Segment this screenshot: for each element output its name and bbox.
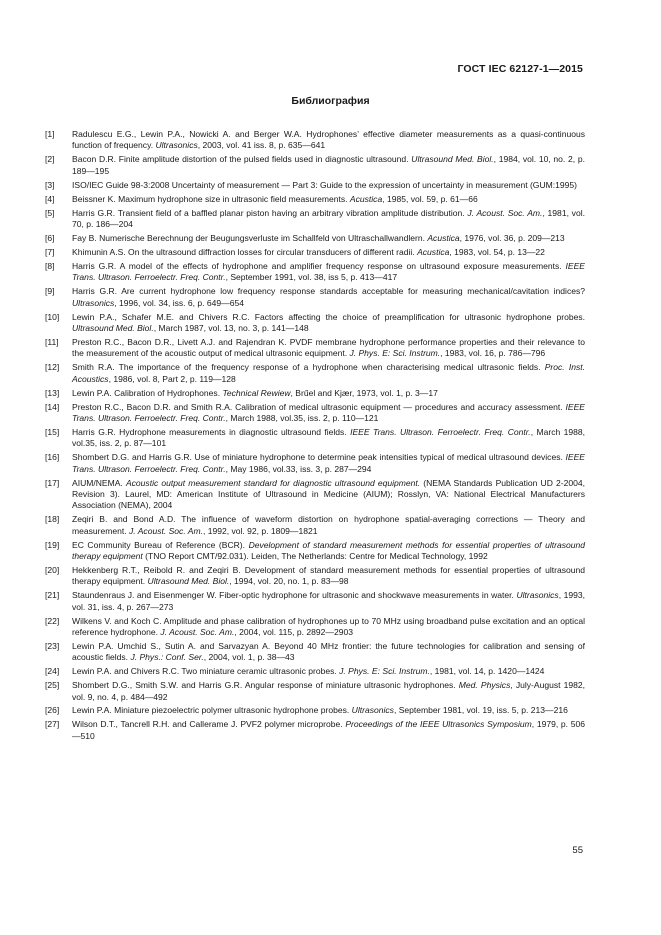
reference-text <box>72 154 585 177</box>
reference-source-italic: Ultrasonics <box>351 705 394 716</box>
reference-item <box>45 261 585 284</box>
reference-text-part: Wilson D.T., Tancrell R.H. and Callerame J. PVF2 polymer microprobe. <box>72 719 346 730</box>
reference-text-part: , March 1988, vol.35, iss. 2, p. 110—121 <box>225 412 379 423</box>
reference-text-part: , Brűel and Kjær, 1973, vol. 1, p. 3—17 <box>290 387 438 398</box>
bibliography-list <box>45 129 585 745</box>
reference-text <box>72 337 585 360</box>
reference-source-italic: IEEE Trans. Ultrason. Ferroelectr. Freq. Contr. <box>72 452 585 474</box>
reference-number: [23] <box>45 640 60 651</box>
reference-source-italic: Acoustic output measurement standard for diagnostic ultrasound equipment. <box>125 477 421 488</box>
reference-text <box>72 180 585 191</box>
reference-text-part: , 1983, vol. 16, p. 786—796 <box>440 348 546 359</box>
reference-text-part: Preston R.C., Bacon D.R., Livett A.J. and Rajendran K. PVDF membrane hydrophone performance properties and their relevance to the measurement of the acoustic output of medical ultrasonic equipment. <box>72 336 585 359</box>
reference-text <box>72 514 585 537</box>
reference-item <box>45 312 585 335</box>
reference-source-italic: Ultrasound Med. Biol. <box>72 322 154 333</box>
reference-item <box>45 666 585 677</box>
reference-number: [22] <box>45 615 60 626</box>
reference-number: [26] <box>45 705 60 716</box>
reference-item <box>45 452 585 475</box>
reference-text <box>72 666 585 677</box>
reference-text <box>72 362 585 385</box>
reference-text <box>72 680 585 703</box>
reference-number: [12] <box>45 362 60 373</box>
reference-number: [19] <box>45 539 60 550</box>
reference-source-italic: Ultrasonics <box>72 297 115 308</box>
reference-number: [7] <box>45 246 55 257</box>
reference-item <box>45 388 585 399</box>
reference-item <box>45 565 585 588</box>
reference-text-part: Lewin P.A. Calibration of Hydrophones. <box>72 387 223 398</box>
reference-text-part: ISO/IEC Guide 98-3:2008 Uncertainty of measurement — Part 3: Guide to the expression of uncertainty in measurement (GUM:1995) <box>72 179 577 190</box>
reference-source-italic: Technical Rewiew <box>222 387 291 398</box>
reference-source-italic: Ultrasound Med. Biol. <box>411 154 494 165</box>
reference-text <box>72 247 585 258</box>
reference-text-part: Khimunin A.S. On the ultrasound diffraction losses for circular transducers of different radii. <box>72 246 418 257</box>
reference-source-italic: Acustica <box>349 193 383 204</box>
reference-text-part: Harris G.R. A model of the effects of hydrophone and amplifier frequency response on ultrasound exposure measurements. <box>72 260 566 271</box>
reference-text-part: , September 1991, vol. 38, iss 5, p. 413—417 <box>225 272 398 283</box>
reference-text-part: , 1985, vol. 59, p. 61—66 <box>382 193 478 204</box>
reference-source-italic: J. Acoust. Soc. Am. <box>160 626 235 637</box>
reference-number: [4] <box>45 193 55 204</box>
reference-text <box>72 402 585 425</box>
reference-text-part: EC Community Bureau of Reference (BCR). <box>72 539 249 550</box>
reference-text-part: , 2004, vol. 1, p. 38—43 <box>203 652 295 663</box>
reference-item <box>45 154 585 177</box>
reference-source-italic: Acustica <box>417 246 450 257</box>
reference-item <box>45 616 585 639</box>
reference-text <box>72 129 585 152</box>
reference-item <box>45 247 585 258</box>
reference-text-part: (TNO Report CMT/92.031). Leiden, The Netherlands: Centre for Medical Technology, 1992 <box>142 550 488 561</box>
reference-source-italic: J. Phys. E: Sci. Instrum. <box>349 348 441 359</box>
reference-text-part: Bacon D.R. Finite amplitude distortion of the pulsed fields used in diagnostic ultrasound. <box>72 154 412 165</box>
reference-text-part: Lewin P.A. Umchid S., Sutin A. and Sarvazyan A. Beyond 40 MHz frontier: the future technologies for calibration and sensing of acoustic fields. <box>72 640 585 663</box>
reference-item <box>45 208 585 231</box>
reference-text-part: , 1981, vol. 70, p. 186—204 <box>72 207 585 229</box>
reference-text <box>72 616 585 639</box>
reference-number: [24] <box>45 666 60 677</box>
reference-text <box>72 705 585 716</box>
reference-item <box>45 129 585 152</box>
reference-text-part: , 1979, p. 506—510 <box>72 719 585 741</box>
reference-text <box>72 194 585 205</box>
reference-number: [27] <box>45 719 60 730</box>
reference-item <box>45 286 585 309</box>
reference-number: [17] <box>45 477 60 488</box>
reference-number: [2] <box>45 154 55 165</box>
reference-text <box>72 478 585 512</box>
reference-source-italic: Ultrasound Med. Biol. <box>147 576 230 587</box>
reference-text <box>72 208 585 231</box>
reference-text <box>72 452 585 475</box>
reference-item <box>45 590 585 613</box>
reference-number: [9] <box>45 286 55 297</box>
reference-source-italic: J. Phys.: Conf. Ser. <box>130 652 204 663</box>
reference-item <box>45 427 585 450</box>
reference-text-part: Shombert D.G., Smith S.W. and Harris G.R. Angular response of miniature ultrasonic hydrophones. <box>72 680 459 691</box>
reference-number: [15] <box>45 426 60 437</box>
reference-text <box>72 233 585 244</box>
reference-source-italic: J. Acoust. Soc. Am. <box>129 525 203 536</box>
reference-item <box>45 540 585 563</box>
reference-text-part: Wilkens V. and Koch C. Amplitude and phase calibration of hydrophones up to 70 MHz using broadband pulse excitation and an optical reference hydrophone. <box>72 615 585 637</box>
reference-text-part: Radulescu E.G., Lewin P.A., Nowicki A. and Berger W.A. Hydrophones’ effective diameter measurements as a quasi-continuous function of frequency. <box>72 129 585 151</box>
reference-text <box>72 312 585 335</box>
reference-text-part: , July-August 1982, vol. 9, no. 4, p. 484—492 <box>72 680 585 702</box>
reference-item <box>45 641 585 664</box>
reference-source-italic: Proc. Inst. Acoustics <box>72 362 585 384</box>
reference-text-part: , May 1986, vol.33, iss. 3, p. 287—294 <box>225 463 372 474</box>
reference-number: [8] <box>45 260 55 271</box>
reference-number: [16] <box>45 452 60 463</box>
reference-number: [21] <box>45 590 60 601</box>
reference-text-part: , 2004, vol. 115, p. 2892—2903 <box>234 626 353 637</box>
reference-number: [25] <box>45 680 60 691</box>
reference-source-italic: IEEE Trans. Ultrason. Ferroelectr. Freq. Contr. <box>350 426 531 437</box>
reference-text-part: Lewin P.A. Miniature piezoelectric polymer ultrasonic hydrophone probes. <box>72 705 352 716</box>
reference-text-part: , 1993, vol. 31, iss. 4, p. 267—273 <box>72 590 586 612</box>
reference-text-part: , 1994, vol. 20, no. 1, p. 83—98 <box>229 576 349 587</box>
page-number: 55 <box>572 845 583 856</box>
reference-text-part: Harris G.R. Hydrophone measurements in diagnostic ultrasound fields. <box>72 426 351 437</box>
reference-item <box>45 514 585 537</box>
reference-text-part: Smith R.A. The importance of the frequency response of a hydrophone when characterising medical ultrasonic fields. <box>72 362 545 373</box>
reference-text-part: Lewin P.A., Schafer M.E. and Chivers R.C. Factors affecting the choice of preamplification for ultrasonic hydrophone probes. <box>72 311 585 322</box>
reference-text-part: , September 1981, vol. 19, iss. 5, p. 213—216 <box>393 705 568 716</box>
reference-text-part: Shombert D.G. and Harris G.R. Use of miniature hydrophone to determine peak intensities typical of medical ultrasound devices. <box>72 452 566 463</box>
reference-item <box>45 680 585 703</box>
reference-number: [13] <box>45 387 60 398</box>
reference-source-italic: J. Acoust. Soc. Am. <box>467 207 543 218</box>
reference-number: [11] <box>45 336 59 347</box>
reference-text-part: , 2003, vol. 41 iss. 8, p. 635—641 <box>197 140 326 151</box>
reference-source-italic: IEEE Trans. Ultrason. Ferroelectr. Freq. Contr. <box>72 401 585 423</box>
reference-number: [14] <box>45 401 60 412</box>
reference-text-part: Hekkenberg R.T., Reibold R. and Zeqiri B. Development of standard measurement methods for essential properties of ultrasound therapy equipment. <box>72 564 585 587</box>
reference-source-italic: Development of standard measurement methods for essential properties of ultrasound therapy equipment <box>72 539 585 561</box>
reference-source-italic: Proceedings of the IEEE Ultrasonics Symposium <box>345 719 532 730</box>
reference-text <box>72 286 585 309</box>
reference-text-part: Fay B. Numerische Berechnung der Beugungsverluste im Schallfeld von Ultraschallwandlern. <box>72 232 428 243</box>
reference-number: [3] <box>45 179 55 190</box>
reference-item <box>45 478 585 512</box>
reference-item <box>45 194 585 205</box>
reference-text-part: , 1992, vol. 92, p. 1809—1821 <box>202 525 318 536</box>
reference-text-part: Beissner K. Maximum hydrophone size in ultrasonic field measurements. <box>72 193 350 204</box>
reference-text-part: , 1996, vol. 34, iss. 6, p. 649—654 <box>114 297 244 308</box>
reference-item <box>45 362 585 385</box>
standard-designation: ГОСТ IEC 62127-1—2015 <box>457 63 583 75</box>
reference-number: [20] <box>45 564 60 575</box>
reference-text <box>72 388 585 399</box>
reference-text-part: Staundenraus J. and Eisenmenger W. Fiber-optic hydrophone for ultrasonic and shockwave measurements in water. <box>72 590 517 601</box>
reference-number: [5] <box>45 207 55 218</box>
reference-item <box>45 180 585 191</box>
reference-text-part: , 1976, vol. 36, p. 209—213 <box>459 232 565 243</box>
reference-text-part: Preston R.C., Bacon D.R. and Smith R.A. Calibration of medical ultrasonic equipment — procedures and accuracy assessment. <box>72 401 566 412</box>
reference-text-part: , March 1987, vol. 13, no. 3, p. 141—148 <box>153 322 309 333</box>
reference-item <box>45 233 585 244</box>
reference-item <box>45 402 585 425</box>
reference-number: [1] <box>45 129 55 139</box>
reference-text <box>72 590 585 613</box>
reference-source-italic: Med. Physics <box>458 680 511 691</box>
reference-text <box>72 540 585 563</box>
reference-text <box>72 641 585 664</box>
reference-text <box>72 427 585 450</box>
reference-source-italic: Ultrasonics <box>155 140 198 151</box>
reference-number: [10] <box>45 311 60 322</box>
reference-text-part: Harris G.R. Transient field of a baffled planar piston having an arbitrary vibration amplitude distribution. <box>72 207 468 218</box>
reference-text-part: , March 1988, vol.35, iss. 2, p. 87—101 <box>72 426 586 449</box>
reference-text-part: Zeqiri B. and Bond A.D. The influence of waveform distortion on hydrophone spatial-averaging corrections — Theory and measurement. <box>72 514 585 536</box>
reference-source-italic: IEEE Trans. Ultrason. Ferroelectr. Freq. Contr. <box>72 260 585 283</box>
page-title: Библиография <box>291 95 370 107</box>
reference-source-italic: Acustica <box>427 232 460 243</box>
reference-item <box>45 705 585 716</box>
reference-text-part: , 1986, vol. 8, Part 2, p. 119—128 <box>108 373 236 384</box>
reference-source-italic: Ultrasonics <box>516 590 559 601</box>
reference-source-italic: J. Phys. E: Sci. Instrum. <box>339 666 430 677</box>
reference-text-part: (NEMA Standards Publication UD 2-2004, Revision 3). Laurel, MD: American Institute of Ultrasound in Medicine (AIUM); Rosslyn, VA: National Electrical Manufacturers Association (NEMA), 2004 <box>72 477 586 511</box>
reference-text-part: , 1984, vol. 10, no. 2, p. 189—195 <box>72 154 585 176</box>
reference-number: [6] <box>45 232 55 243</box>
reference-text <box>72 719 585 742</box>
reference-text-part: , 1981, vol. 14, p. 1420—1424 <box>429 666 545 677</box>
reference-text-part: Harris G.R. Are current hydrophone low frequency response standards acceptable for measuring mechanical/cavitation indices? <box>72 286 585 297</box>
reference-text <box>72 261 585 284</box>
reference-text-part: , 1983, vol. 54, p. 13—22 <box>449 246 545 257</box>
reference-number: [18] <box>45 514 60 525</box>
reference-item <box>45 719 585 742</box>
reference-text-part: Lewin P.A. and Chivers R.C. Two miniature ceramic ultrasonic probes. <box>72 666 340 677</box>
reference-text <box>72 565 585 588</box>
reference-item <box>45 337 585 360</box>
reference-text-part: AIUM/NEMA. <box>72 477 126 488</box>
